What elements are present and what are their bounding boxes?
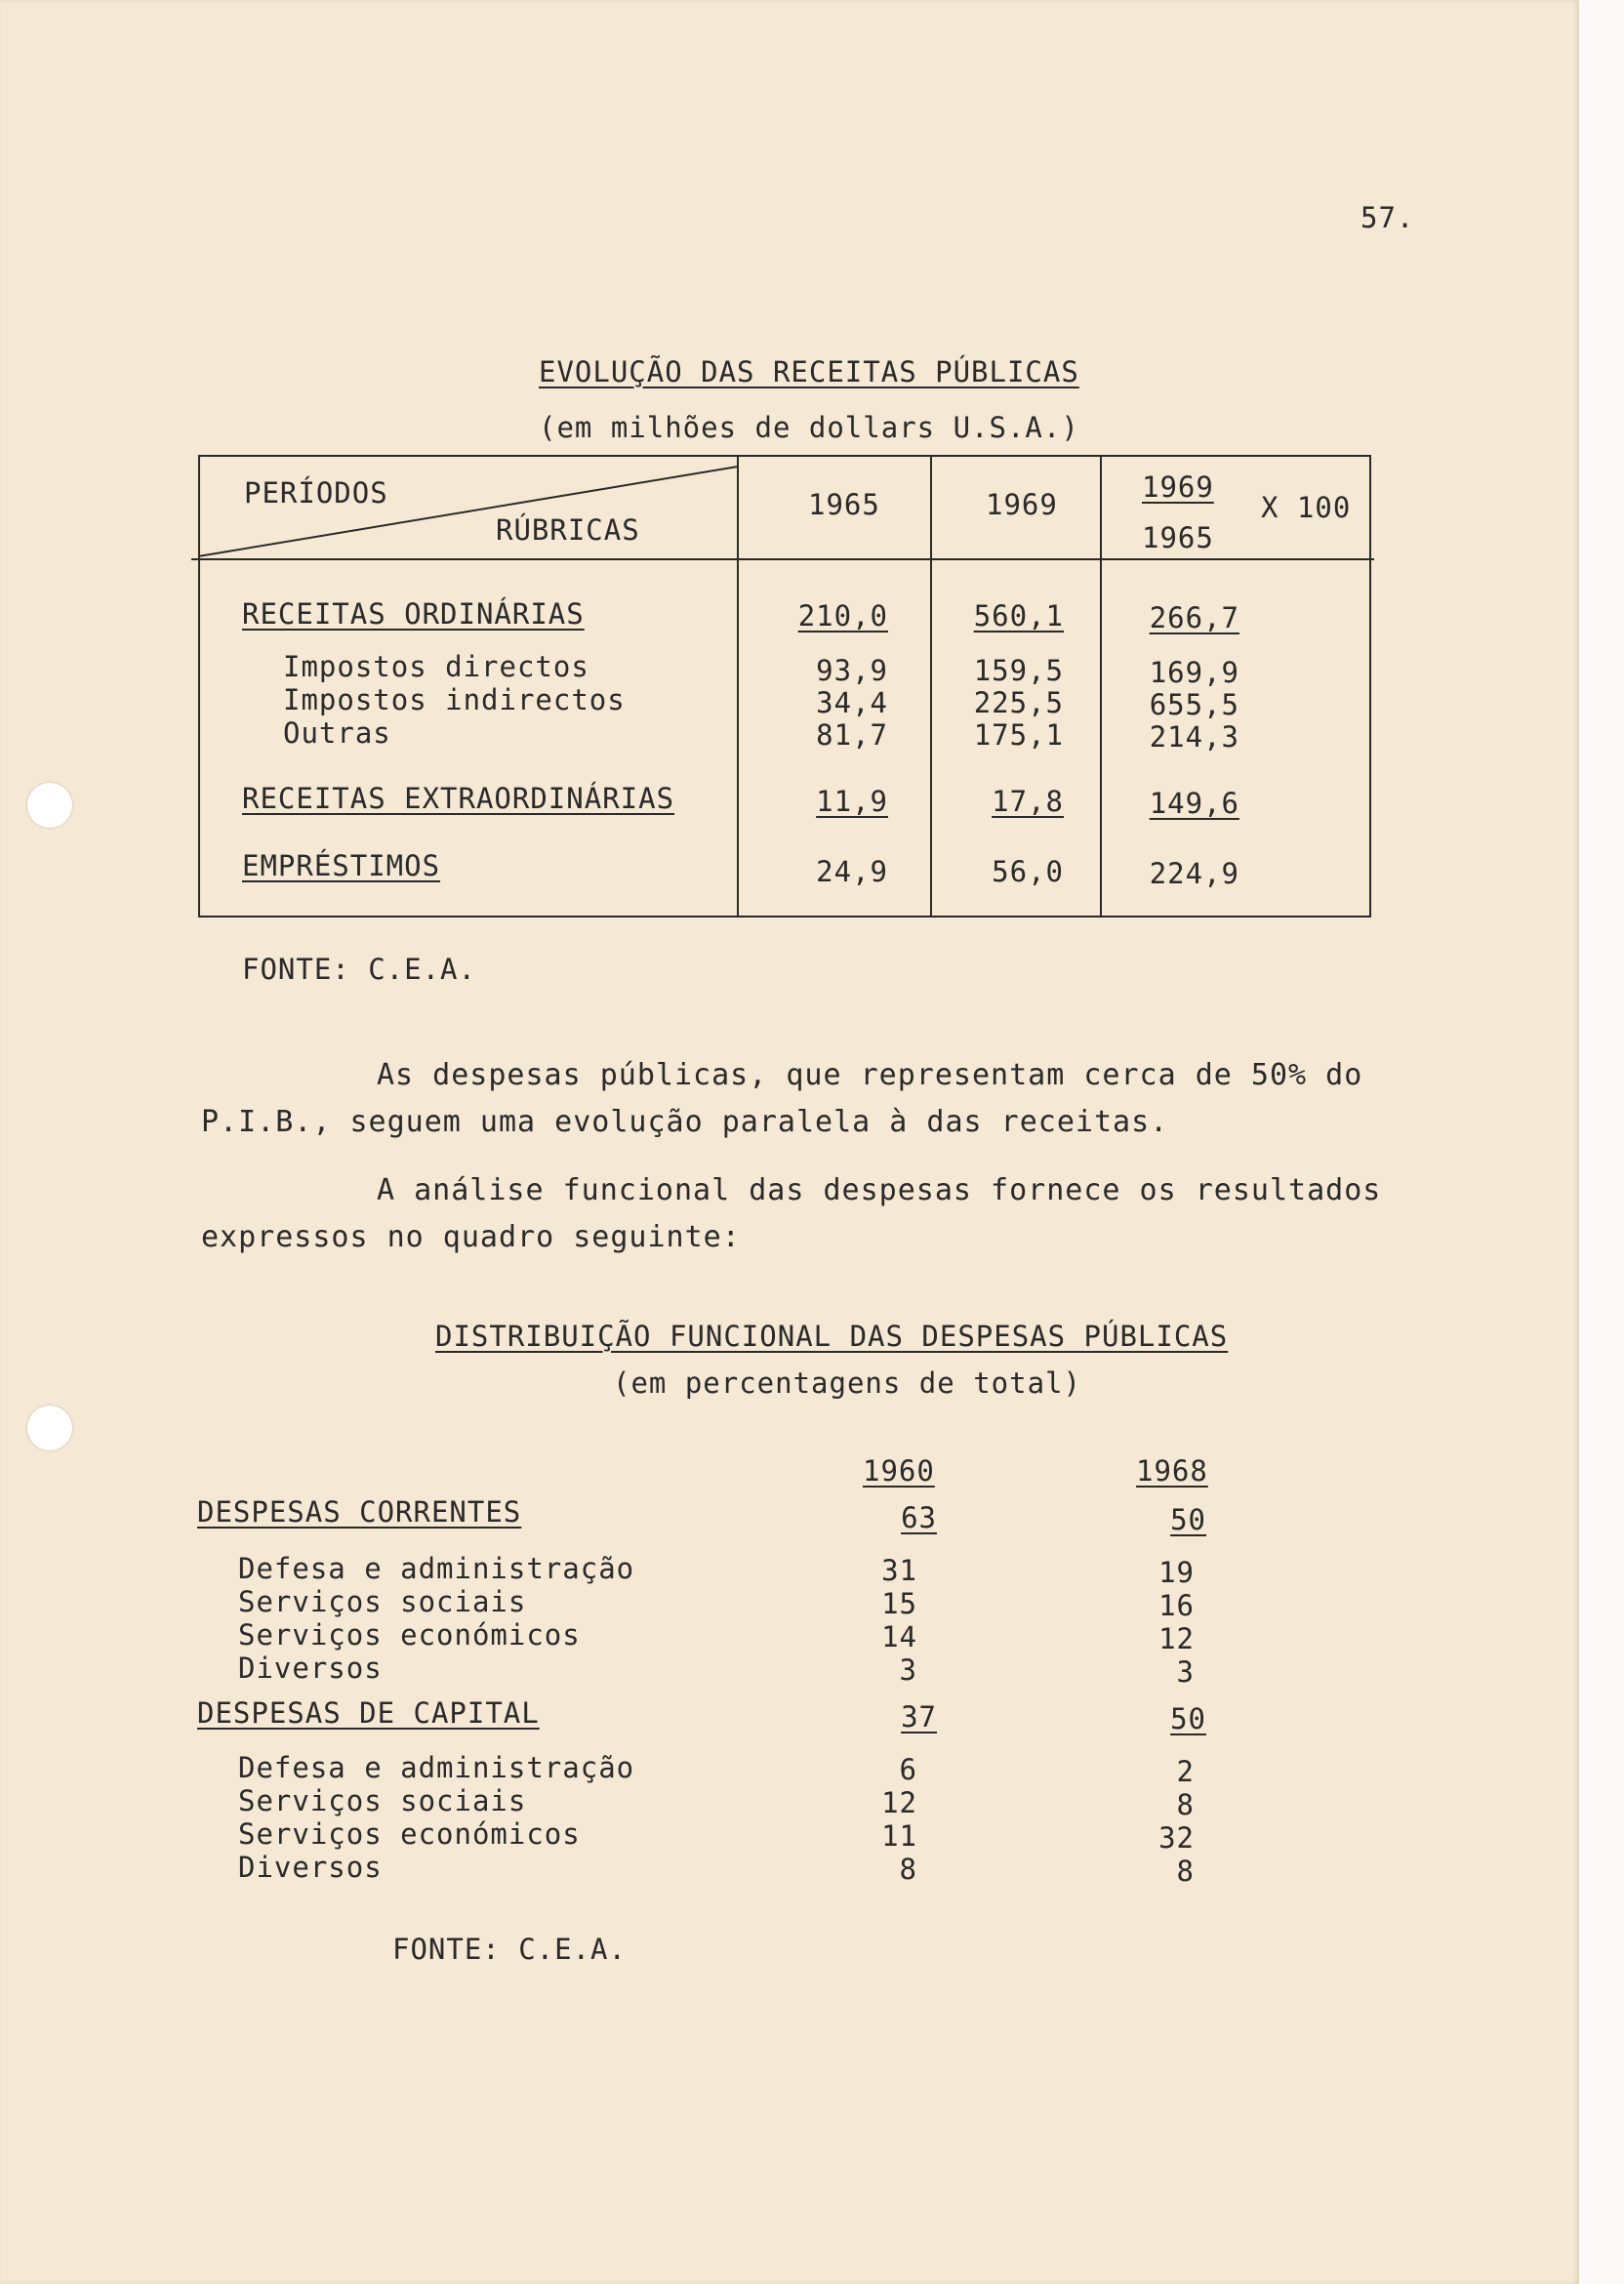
- cell-1969-impostos-directos: 159,5: [973, 654, 1064, 687]
- page-number: 57.: [1360, 201, 1415, 234]
- table1-col-divider-2: [930, 455, 932, 916]
- table1-title: EVOLUÇÃO DAS RECEITAS PÚBLICAS: [539, 355, 1079, 388]
- table2-col-1968: 1968: [1136, 1454, 1208, 1488]
- cell-1965-impostos-indirectos: 34,4: [816, 686, 888, 719]
- t2-1960-servicos-sociais-1: 15: [881, 1587, 917, 1620]
- t2-1960-servicos-sociais-2: 12: [881, 1786, 917, 1819]
- table2-title: DISTRIBUIÇÃO FUNCIONAL DAS DESPESAS PÚBLICAS: [435, 1320, 1229, 1353]
- t2-1960-servicos-economicos-1: 14: [881, 1620, 917, 1653]
- cell-1965-impostos-directos: 93,9: [816, 654, 888, 687]
- row-label-impostos-indirectos: Impostos indirectos: [283, 683, 626, 716]
- cell-1965-outras: 81,7: [816, 718, 888, 752]
- t2-1968-servicos-sociais-1: 16: [1158, 1589, 1195, 1622]
- table1-col-divider-3: [1100, 455, 1102, 916]
- table2-col-1960: 1960: [863, 1454, 935, 1488]
- cell-1969-emprestimos: 56,0: [992, 855, 1064, 888]
- t2-label-diversos-1: Diversos: [238, 1652, 383, 1685]
- t2-1968-servicos-economicos-2: 32: [1158, 1821, 1195, 1855]
- t2-label-defesa-1: Defesa e administração: [238, 1552, 635, 1585]
- punch-hole-bottom: [27, 1406, 72, 1450]
- t2-1968-despesas-capital: 50: [1170, 1702, 1206, 1735]
- t2-label-servicos-sociais-1: Serviços sociais: [238, 1585, 527, 1618]
- table1-header-divider: [191, 558, 1374, 560]
- t2-label-defesa-2: Defesa e administração: [238, 1751, 635, 1784]
- t2-1968-diversos-2: 8: [1176, 1855, 1195, 1888]
- t2-label-despesas-correntes: DESPESAS CORRENTES: [197, 1495, 522, 1529]
- punch-hole-top: [27, 783, 72, 828]
- header-ratio-denominator: 1965: [1142, 521, 1214, 554]
- cell-ratio-receitas-ordinarias: 266,7: [1149, 601, 1239, 634]
- cell-ratio-receitas-extraordinarias: 149,6: [1149, 787, 1239, 820]
- row-label-receitas-ordinarias: RECEITAS ORDINÁRIAS: [242, 597, 585, 631]
- table2-source: FONTE: C.E.A.: [392, 1933, 627, 1966]
- t2-1960-despesas-correntes: 63: [901, 1501, 937, 1534]
- table1-subtitle: (em milhões de dollars U.S.A.): [539, 411, 1079, 444]
- cell-1965-receitas-extraordinarias: 11,9: [816, 785, 888, 818]
- t2-label-servicos-economicos-1: Serviços económicos: [238, 1618, 581, 1652]
- cell-1965-emprestimos: 24,9: [816, 855, 888, 888]
- cell-1969-receitas-ordinarias: 560,1: [973, 599, 1064, 632]
- row-label-impostos-directos: Impostos directos: [283, 650, 589, 683]
- t2-1960-diversos-2: 8: [899, 1853, 917, 1886]
- t2-label-despesas-capital: DESPESAS DE CAPITAL: [197, 1696, 540, 1730]
- paragraph1-line2: P.I.B., seguem uma evolução paralela à das receitas.: [201, 1105, 1169, 1139]
- cell-1969-impostos-indirectos: 225,5: [973, 686, 1064, 719]
- row-label-outras: Outras: [283, 716, 391, 750]
- t2-1960-defesa-1: 31: [881, 1554, 917, 1587]
- paragraph1-line1: As despesas públicas, que representam cerca de 50% do: [377, 1058, 1363, 1092]
- header-rubricas: RÚBRICAS: [496, 513, 640, 547]
- t2-1968-diversos-1: 3: [1176, 1655, 1195, 1689]
- paragraph2-line1: A análise funcional das despesas fornece os resultados: [377, 1173, 1382, 1207]
- row-label-receitas-extraordinarias: RECEITAS EXTRAORDINÁRIAS: [242, 782, 675, 815]
- cell-1969-receitas-extraordinarias: 17,8: [992, 785, 1064, 818]
- header-year-1965: 1965: [808, 488, 880, 521]
- cell-ratio-emprestimos: 224,9: [1149, 857, 1239, 890]
- t2-1960-servicos-economicos-2: 11: [881, 1819, 917, 1853]
- t2-1968-defesa-2: 2: [1176, 1755, 1195, 1788]
- page-edge: [1579, 0, 1624, 2284]
- t2-label-diversos-2: Diversos: [238, 1851, 383, 1884]
- t2-1960-defesa-2: 6: [899, 1753, 917, 1786]
- header-ratio-numerator: 1969: [1142, 470, 1214, 504]
- cell-ratio-outras: 214,3: [1149, 720, 1239, 754]
- t2-label-servicos-sociais-2: Serviços sociais: [238, 1784, 527, 1817]
- table1-source: FONTE: C.E.A.: [242, 953, 476, 986]
- t2-1968-servicos-sociais-2: 8: [1176, 1788, 1195, 1821]
- t2-1968-defesa-1: 19: [1158, 1556, 1195, 1589]
- t2-1960-diversos-1: 3: [899, 1653, 917, 1687]
- row-label-emprestimos: EMPRÉSTIMOS: [242, 849, 441, 882]
- cell-ratio-impostos-directos: 169,9: [1149, 656, 1239, 689]
- table2-subtitle: (em percentagens de total): [613, 1366, 1081, 1400]
- t2-1960-despesas-capital: 37: [901, 1700, 937, 1733]
- cell-1969-outras: 175,1: [973, 718, 1064, 752]
- header-year-1969: 1969: [986, 488, 1058, 521]
- cell-ratio-impostos-indirectos: 655,5: [1149, 688, 1239, 721]
- cell-1965-receitas-ordinarias: 210,0: [797, 599, 888, 632]
- t2-label-servicos-economicos-2: Serviços económicos: [238, 1817, 581, 1851]
- header-ratio-multiplier: X 100: [1261, 491, 1352, 524]
- t2-1968-servicos-economicos-1: 12: [1158, 1622, 1195, 1655]
- paragraph2-line2: expressos no quadro seguinte:: [201, 1220, 741, 1254]
- t2-1968-despesas-correntes: 50: [1170, 1503, 1206, 1536]
- header-periodos: PERÍODOS: [244, 476, 388, 510]
